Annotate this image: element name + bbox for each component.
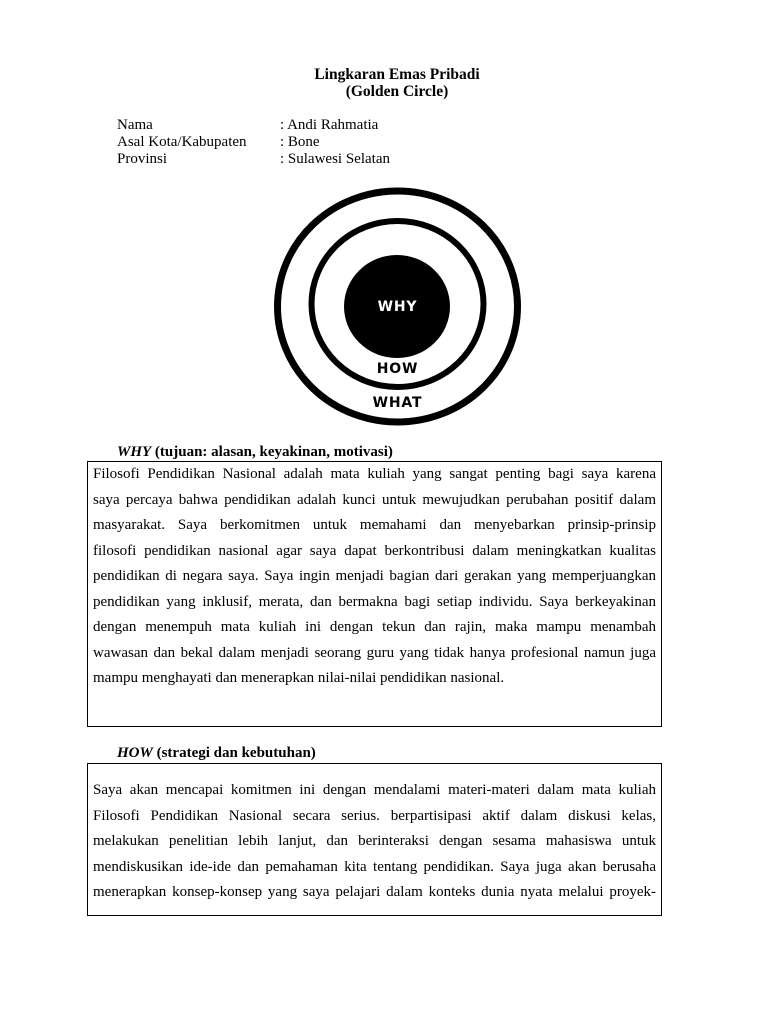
paragraph-line: menerapkan konsep-konsep yang saya pelajari dalam konteks dunia nyata melalui proyek- [93, 884, 656, 900]
paragraph-line: saya percaya bahwa pendidikan adalah kunci untuk mewujudkan perubahan positif dalam [93, 491, 656, 508]
identity-label: Nama [117, 117, 153, 133]
section-keyword: WHY [117, 444, 152, 460]
golden-circle-diagram [270, 180, 526, 432]
paragraph-line: dengan menempuh mata kuliah ini dengan tekun dan rajin, maka mampu menambah [93, 619, 656, 635]
paragraph-line: Filosofi Pendidikan Nasional adalah mata kuliah yang sangat penting bagi saya karena [93, 466, 656, 482]
paragraph-line: mendiskusikan ide-ide dan pemahaman kita tentang pendidikan. Saya juga akan berusaha [93, 858, 656, 875]
how-text-box [87, 763, 662, 916]
paragraph-line: pendidikan yang inklusif, merata, dan bermakna bagi setiap individu. Saya berkeyakinan [93, 593, 656, 610]
what-label: WHAT [372, 395, 423, 411]
how-section-heading [117, 744, 316, 762]
why-section-heading [117, 443, 393, 461]
identity-value: : Sulawesi Selatan [280, 151, 390, 167]
identity-label: Provinsi [117, 151, 168, 167]
paragraph-line: Filosofi Pendidikan Nasional secara serius. berpartisipasi aktif dalam diskusi kelas, [93, 807, 656, 824]
section-subtitle: (strategi dan kebutuhan) [156, 745, 316, 761]
document-title [87, 66, 707, 100]
why-text-box [87, 461, 662, 727]
identity-row-city [117, 134, 537, 151]
section-keyword: HOW [117, 745, 153, 761]
identity-value: : Andi Rahmatia [280, 117, 379, 133]
paragraph-line: wawasan dan bekal dalam menjadi seorang guru yang tidak hanya profesional namun juga [93, 644, 656, 661]
why-label: WHY [377, 299, 418, 315]
how-label: HOW [376, 361, 419, 377]
identity-block [117, 117, 537, 168]
paragraph-line: filosofi pendidikan nasional agar saya dapat berkontribusi dalam meningkatkan kualitas [93, 542, 656, 559]
paragraph-line: melakukan penelitian lebih lanjut, dan berinteraksi dengan sesama mahasiswa untuk [93, 833, 656, 849]
paragraph-line: pendidikan di negara saya. Saya ingin menjadi bagian dari gerakan yang memperjuangkan [93, 568, 656, 584]
section-subtitle: (tujuan: alasan, keyakinan, motivasi) [154, 444, 393, 460]
title-line-sub: (Golden Circle) [345, 83, 449, 100]
identity-row-name [117, 117, 537, 134]
identity-value: : Bone [280, 134, 320, 150]
golden-circle-svg [270, 180, 526, 432]
paragraph-line: mampu menghayati dan menerapkan nilai-nilai pendidikan nasional. [93, 670, 505, 686]
title-line-main: Lingkaran Emas Pribadi [314, 66, 480, 83]
identity-label: Asal Kota/Kabupaten [117, 134, 247, 150]
paragraph-line: Saya akan mencapai komitmen ini dengan mendalami materi-materi dalam mata kuliah [93, 782, 656, 798]
identity-row-province [117, 151, 537, 168]
paragraph-line: masyarakat. Saya berkomitmen untuk memahami dan menyebarkan prinsip-prinsip [93, 517, 656, 533]
